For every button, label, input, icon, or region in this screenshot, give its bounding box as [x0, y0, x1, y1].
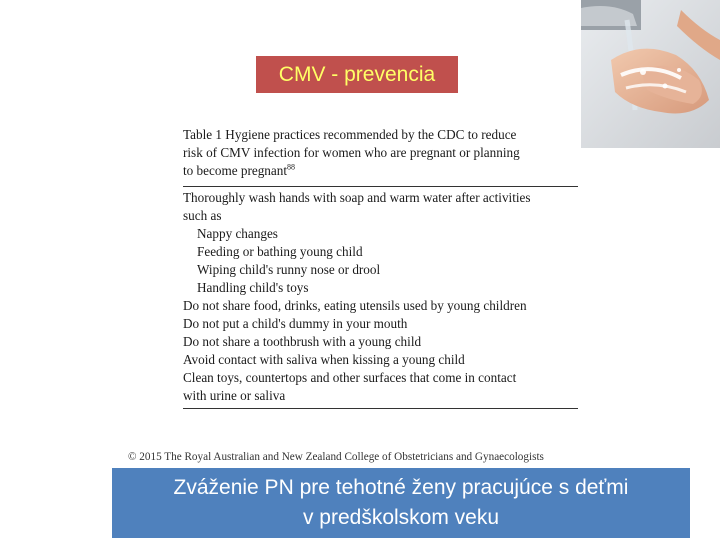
table-row: Do not put a child's dummy in your mouth [183, 316, 408, 331]
table-row: Nappy changes [197, 226, 278, 241]
table-caption-text: Hygiene practices recommended by the CDC to reduce [225, 127, 517, 142]
table-row: Avoid contact with saliva when kissing a young child [183, 352, 465, 367]
table-caption-line-1 [183, 126, 578, 144]
table-row: Do not share food, drinks, eating utensils used by young children [183, 298, 527, 313]
table-caption-reference: 88 [287, 162, 295, 172]
table-row: Clean toys, countertops and other surfaces that come in contact [183, 370, 517, 385]
table-caption-line-3 [183, 162, 578, 180]
table-top-rule [183, 186, 578, 187]
table-caption-text-3: to become pregnant [183, 163, 287, 178]
hand-washing-illustration [581, 0, 720, 148]
table-row: Feeding or bathing young child [197, 244, 363, 259]
table-rows [183, 189, 578, 405]
slide-title [256, 56, 458, 93]
table-row: Thoroughly wash hands with soap and warm water after activities [183, 190, 531, 205]
hygiene-table [183, 126, 578, 409]
hand-washing-photo [581, 0, 720, 148]
footer-banner [112, 468, 690, 538]
table-bottom-rule [183, 408, 578, 409]
table-caption-line-2: risk of CMV infection for women who are pregnant or planning [183, 145, 520, 160]
table-row: Do not share a toothbrush with a young child [183, 334, 422, 349]
table-row: with urine or saliva [183, 388, 286, 403]
table-row: Handling child's toys [197, 280, 309, 295]
footer-line-2: v predškolskom veku [302, 506, 500, 529]
table-row: such as [183, 208, 222, 223]
table-caption-label: Table 1 [183, 127, 222, 142]
table-row: Wiping child's runny nose or drool [197, 262, 381, 277]
slide-title-text: CMV - prevencia [278, 62, 436, 86]
footer-line-1: Zváženie PN pre tehotné ženy pracujúce s deťmi [173, 476, 629, 499]
copyright-notice: © 2015 The Royal Australian and New Zealand College of Obstetricians and Gynaecologists [128, 451, 544, 463]
